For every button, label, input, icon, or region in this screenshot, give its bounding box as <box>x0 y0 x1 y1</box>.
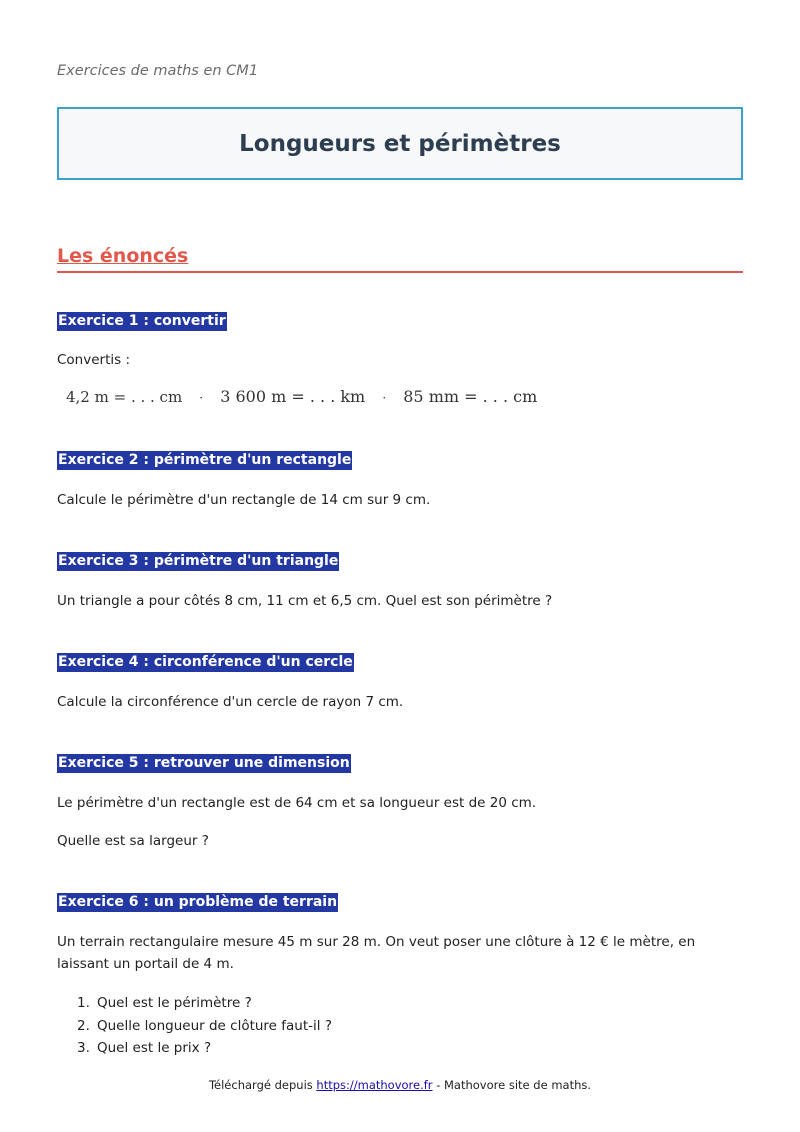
list-item-text: Quel est le périmètre ? <box>97 995 252 1011</box>
list-item <box>77 1037 332 1060</box>
section-heading <box>57 245 743 273</box>
list-item <box>77 1015 332 1038</box>
exercise-6-title: Exercice 6 : un problème de terrain <box>58 894 338 910</box>
exercise-2-text: Calcule le périmètre d'un rectangle de 14 cm sur 9 cm. <box>57 492 431 508</box>
list-item-number: 3. <box>77 1040 90 1056</box>
page-subtitle: Exercices de maths en CM1 <box>57 63 259 79</box>
exercise-5-title: Exercice 5 : retrouver une dimension <box>58 755 350 771</box>
exercise-1-math <box>66 387 537 406</box>
math-separator: · <box>199 390 204 405</box>
page-title: Longueurs et périmètres <box>239 130 561 157</box>
exercise-3-text: Un triangle a pour côtés 8 cm, 11 cm et 6,5 cm. Quel est son périmètre ? <box>57 593 553 609</box>
footer-link[interactable]: https://mathovore.fr <box>316 1078 433 1092</box>
list-item-text: Quel est le prix ? <box>97 1040 212 1056</box>
exercise-6-text: Un terrain rectangulaire mesure 45 m sur 28 m. On veut poser une clôture à 12 € le mètre, en laissant un portail de 4 m. <box>57 934 696 972</box>
exercise-3-title: Exercice 3 : périmètre d'un triangle <box>58 553 339 569</box>
math-expression-1: 4,2 m = . . . cm <box>66 388 183 406</box>
exercise-4-title: Exercice 4 : circonférence d'un cercle <box>58 654 353 670</box>
exercise-1-text: Convertis : <box>57 352 131 368</box>
title-box <box>57 107 743 180</box>
list-item <box>77 992 332 1015</box>
math-expression-2: 3 600 m = . . . km <box>220 387 366 406</box>
footer-suffix: - Mathovore site de maths. <box>432 1078 592 1092</box>
list-item-number: 2. <box>77 1017 90 1034</box>
exercise-6-list <box>77 992 332 1060</box>
list-item-text: Quelle longueur de clôture faut-il ? <box>97 1017 332 1034</box>
footer <box>0 1078 800 1092</box>
math-expression-3: 85 mm = . . . cm <box>403 387 538 406</box>
exercise-2-title: Exercice 2 : périmètre d'un rectangle <box>58 452 352 468</box>
exercise-1-title: Exercice 1 : convertir <box>58 313 226 329</box>
footer-prefix: Téléchargé depuis <box>208 1078 317 1092</box>
exercise-5-question: Quelle est sa largeur ? <box>57 833 209 849</box>
section-heading-text: Les énoncés <box>57 245 189 267</box>
list-item-number: 1. <box>77 995 90 1011</box>
math-separator: · <box>382 390 387 405</box>
exercise-5-text: Le périmètre d'un rectangle est de 64 cm et sa longueur est de 20 cm. <box>57 795 537 811</box>
exercise-4-text: Calcule la circonférence d'un cercle de rayon 7 cm. <box>57 694 404 710</box>
